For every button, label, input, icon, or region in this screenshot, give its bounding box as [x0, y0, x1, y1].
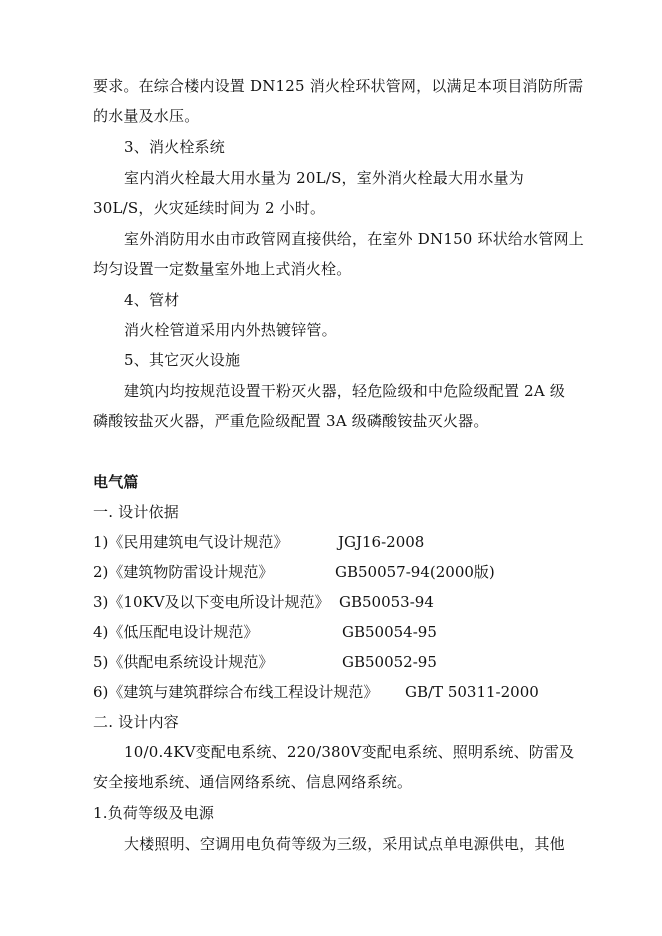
paragraph-line: 30L/S，火灾延续时间为 2 小时。	[93, 199, 326, 217]
subheading-other-extinguishing: 5、其它灭火设施	[124, 351, 241, 369]
subheading-fire-hydrant-system: 3、消火栓系统	[124, 138, 225, 156]
standard-title: 3)《10KV及以下变电所设计规范》	[93, 593, 330, 611]
basis-heading: 一. 设计依据	[93, 503, 179, 521]
paragraph-line: 均匀设置一定数量室外地上式消火栓。	[93, 260, 352, 278]
standard-item	[93, 562, 613, 582]
paragraph-line: 消火栓管道采用内外热镀锌管。	[124, 321, 337, 339]
standard-code: GB50052-95	[342, 653, 437, 671]
standard-code: GB50053-94	[339, 593, 434, 611]
standard-item	[93, 652, 613, 672]
content-heading: 二. 设计内容	[93, 713, 179, 731]
standard-item	[93, 622, 613, 642]
paragraph-line: 要求。在综合楼内设置 DN125 消火栓环状管网，以满足本项目消防所需	[93, 77, 584, 95]
standard-code: GB/T 50311-2000	[405, 683, 539, 701]
standard-code: GB50054-95	[342, 623, 437, 641]
standard-title: 6)《建筑与建筑群综合布线工程设计规范》	[93, 683, 379, 701]
paragraph-line: 磷酸铵盐灭火器，严重危险级配置 3A 级磷酸铵盐灭火器。	[93, 412, 489, 430]
standard-title: 2)《建筑物防雷设计规范》	[93, 563, 274, 581]
standard-item	[93, 682, 613, 702]
paragraph-line: 室内消火栓最大用水量为 20L/S，室外消火栓最大用水量为	[124, 169, 524, 187]
subheading-pipe-material: 4、管材	[124, 291, 180, 309]
paragraph-line: 的水量及水压。	[93, 107, 200, 125]
paragraph-line: 室外消防用水由市政管网直接供给，在室外 DN150 环状给水管网上	[124, 230, 584, 248]
paragraph-line: 建筑内均按规范设置干粉灭火器，轻危险级和中危险级配置 2A 级	[124, 382, 566, 400]
paragraph-line: 10/0.4KV变配电系统、220/380V变配电系统、照明系统、防雷及	[124, 743, 575, 761]
standard-title: 5)《供配电系统设计规范》	[93, 653, 274, 671]
standard-code: GB50057-94(2000版)	[335, 563, 495, 581]
standard-item	[93, 532, 613, 552]
section-title: 电气篇	[93, 473, 139, 491]
paragraph-line: 安全接地系统、通信网络系统、信息网络系统。	[93, 773, 413, 791]
paragraph-line: 大楼照明、空调用电负荷等级为三级，采用试点单电源供电，其他	[124, 835, 565, 853]
standard-code: JGJ16-2008	[338, 533, 425, 551]
standard-item	[93, 592, 613, 612]
standard-title: 1)《民用建筑电气设计规范》	[93, 533, 289, 551]
standard-title: 4)《低压配电设计规范》	[93, 623, 259, 641]
load-heading: 1.负荷等级及电源	[93, 804, 215, 822]
